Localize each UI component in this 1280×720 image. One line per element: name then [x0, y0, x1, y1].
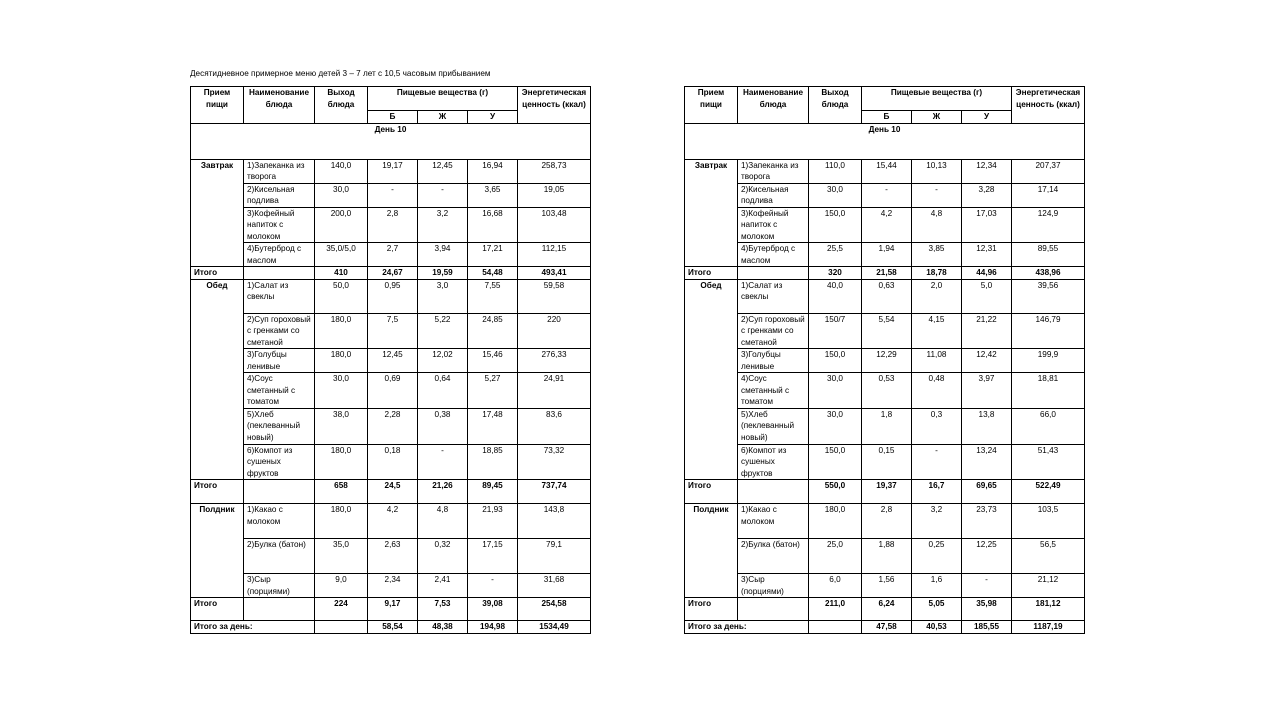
total-row: [685, 267, 1085, 280]
cell-value: 3,28: [962, 183, 1012, 207]
total-value: 6,24: [862, 598, 912, 621]
cell-value: 150/7: [809, 313, 862, 349]
cell-value: 140,0: [315, 159, 368, 183]
total-value: 211,0: [809, 598, 862, 621]
cell-value: 4,8: [418, 504, 468, 539]
table-row: [191, 539, 591, 574]
header-protein: Б: [862, 111, 912, 124]
total-row: [191, 598, 591, 621]
total-empty: [244, 480, 315, 504]
cell-value: 199,9: [1012, 349, 1085, 373]
cell-value: -: [418, 183, 468, 207]
total-value: 522,49: [1012, 480, 1085, 504]
cell-value: 25,0: [809, 539, 862, 574]
cell-value: 16,94: [468, 159, 518, 183]
total-value: 21,58: [862, 267, 912, 280]
total-value: 24,5: [368, 480, 418, 504]
dish-name: 6)Компот из сушеных фруктов: [738, 444, 809, 480]
total-empty: [738, 480, 809, 504]
total-value: 181,12: [1012, 598, 1085, 621]
total-value: 54,48: [468, 267, 518, 280]
total-value: 18,78: [912, 267, 962, 280]
day-total-label: Итого за день:: [191, 621, 315, 634]
cell-value: 17,03: [962, 207, 1012, 243]
total-value: 410: [315, 267, 368, 280]
cell-value: 4,8: [912, 207, 962, 243]
cell-value: 30,0: [315, 373, 368, 409]
dish-name: 1)Запеканка из творога: [738, 159, 809, 183]
table-row: [191, 207, 591, 243]
total-value: 69,65: [962, 480, 1012, 504]
header-fat: Ж: [912, 111, 962, 124]
cell-value: 258,73: [518, 159, 591, 183]
table-row: [685, 183, 1085, 207]
cell-value: 17,21: [468, 243, 518, 267]
dish-name: 3)Сыр (порциями): [244, 574, 315, 598]
cell-value: 12,29: [862, 349, 912, 373]
day-total-value: 185,55: [962, 621, 1012, 634]
total-value: 5,05: [912, 598, 962, 621]
cell-value: 2,34: [368, 574, 418, 598]
cell-value: 56,5: [1012, 539, 1085, 574]
cell-value: -: [418, 444, 468, 480]
total-value: 658: [315, 480, 368, 504]
table-row: [685, 504, 1085, 539]
cell-value: 0,3: [912, 408, 962, 444]
cell-value: 0,63: [862, 279, 912, 313]
header-output: Выход блюда: [809, 87, 862, 124]
table-row: [685, 408, 1085, 444]
cell-value: 3,97: [962, 373, 1012, 409]
dish-name: 4)Соус сметанный с томатом: [244, 373, 315, 409]
cell-value: 12,45: [418, 159, 468, 183]
cell-value: 2,8: [368, 207, 418, 243]
table-row: [685, 159, 1085, 183]
total-row: [191, 267, 591, 280]
day-total-value: 58,54: [368, 621, 418, 634]
cell-value: 19,05: [518, 183, 591, 207]
dish-name: 2)Суп гороховый с гренками со сметаной: [738, 313, 809, 349]
cell-value: 3,2: [912, 504, 962, 539]
cell-value: 112,15: [518, 243, 591, 267]
table-row: [685, 444, 1085, 480]
total-value: 16,7: [912, 480, 962, 504]
day-total-value: 1187,19: [1012, 621, 1085, 634]
header-meal: Прием пищи: [685, 87, 738, 124]
cell-value: 5,54: [862, 313, 912, 349]
day-total-row: [685, 621, 1085, 634]
dish-name: 6)Компот из сушеных фруктов: [244, 444, 315, 480]
cell-value: 5,0: [962, 279, 1012, 313]
total-value: 89,45: [468, 480, 518, 504]
cell-value: 12,42: [962, 349, 1012, 373]
cell-value: 13,8: [962, 408, 1012, 444]
cell-value: 0,53: [862, 373, 912, 409]
table-row: [685, 243, 1085, 267]
document-title: Десятидневное примерное меню детей 3 – 7 лет с 10,5 часовым прибыванием: [190, 69, 491, 78]
cell-value: 3,94: [418, 243, 468, 267]
cell-value: 2,8: [862, 504, 912, 539]
dish-name: 1)Салат из свеклы: [738, 279, 809, 313]
cell-value: 25,5: [809, 243, 862, 267]
cell-value: 180,0: [809, 504, 862, 539]
dish-name: 2)Булка (батон): [738, 539, 809, 574]
meal-label: Завтрак: [191, 159, 244, 267]
table-row: [191, 574, 591, 598]
cell-value: 89,55: [1012, 243, 1085, 267]
cell-value: 30,0: [315, 183, 368, 207]
cell-value: 18,81: [1012, 373, 1085, 409]
dish-name: 1)Салат из свеклы: [244, 279, 315, 313]
cell-value: 35,0: [315, 539, 368, 574]
cell-value: 180,0: [315, 313, 368, 349]
meal-label: Полдник: [191, 504, 244, 598]
cell-value: 12,45: [368, 349, 418, 373]
cell-value: 4,2: [862, 207, 912, 243]
table-row: [191, 279, 591, 313]
cell-value: 5,22: [418, 313, 468, 349]
cell-value: 150,0: [809, 207, 862, 243]
total-value: 35,98: [962, 598, 1012, 621]
dish-name: 1)Какао с молоком: [738, 504, 809, 539]
table-row: [191, 349, 591, 373]
cell-value: -: [912, 444, 962, 480]
table-row: [191, 504, 591, 539]
total-row: [685, 598, 1085, 621]
cell-value: 180,0: [315, 349, 368, 373]
cell-value: 15,46: [468, 349, 518, 373]
cell-value: 1,8: [862, 408, 912, 444]
header-carb: У: [468, 111, 518, 124]
header-dish: Наименование блюда: [244, 87, 315, 124]
table-row: [685, 539, 1085, 574]
cell-value: 24,85: [468, 313, 518, 349]
cell-value: 3,0: [418, 279, 468, 313]
cell-value: 124,9: [1012, 207, 1085, 243]
cell-value: 5,27: [468, 373, 518, 409]
cell-value: -: [368, 183, 418, 207]
total-empty: [738, 267, 809, 280]
cell-value: 79,1: [518, 539, 591, 574]
header-carb: У: [962, 111, 1012, 124]
table-row: [191, 444, 591, 480]
cell-value: 1,94: [862, 243, 912, 267]
day-label: День 10: [191, 123, 591, 159]
cell-value: 11,08: [912, 349, 962, 373]
total-value: 21,26: [418, 480, 468, 504]
total-row: [685, 480, 1085, 504]
total-value: 44,96: [962, 267, 1012, 280]
dish-name: 5)Хлеб (пеклеванный новый): [244, 408, 315, 444]
cell-value: 0,48: [912, 373, 962, 409]
cell-value: 143,8: [518, 504, 591, 539]
dish-name: 5)Хлеб (пеклеванный новый): [738, 408, 809, 444]
cell-value: 21,12: [1012, 574, 1085, 598]
cell-value: -: [862, 183, 912, 207]
meal-label: Обед: [685, 279, 738, 480]
cell-value: 3,85: [912, 243, 962, 267]
cell-value: 9,0: [315, 574, 368, 598]
cell-value: 31,68: [518, 574, 591, 598]
dish-name: 2)Булка (батон): [244, 539, 315, 574]
dish-name: 4)Бутерброд с маслом: [738, 243, 809, 267]
day-label: День 10: [685, 123, 1085, 159]
header-fat: Ж: [418, 111, 468, 124]
total-empty: [738, 598, 809, 621]
cell-value: 180,0: [315, 504, 368, 539]
cell-value: 12,02: [418, 349, 468, 373]
cell-value: 2,41: [418, 574, 468, 598]
cell-value: 180,0: [315, 444, 368, 480]
cell-value: 207,37: [1012, 159, 1085, 183]
cell-value: 17,48: [468, 408, 518, 444]
cell-value: -: [468, 574, 518, 598]
total-label: Итого: [191, 598, 244, 621]
day-total-value: [809, 621, 862, 634]
dish-name: 3)Голубцы ленивые: [244, 349, 315, 373]
total-empty: [244, 598, 315, 621]
cell-value: 40,0: [809, 279, 862, 313]
cell-value: 276,33: [518, 349, 591, 373]
total-value: 737,74: [518, 480, 591, 504]
total-label: Итого: [685, 480, 738, 504]
cell-value: 0,64: [418, 373, 468, 409]
cell-value: 18,85: [468, 444, 518, 480]
header-row: [685, 87, 1085, 111]
table-row: [685, 279, 1085, 313]
dish-name: 3)Голубцы ленивые: [738, 349, 809, 373]
dish-name: 4)Бутерброд с маслом: [244, 243, 315, 267]
cell-value: 103,48: [518, 207, 591, 243]
cell-value: 200,0: [315, 207, 368, 243]
header-output: Выход блюда: [315, 87, 368, 124]
cell-value: 12,31: [962, 243, 1012, 267]
day-row: [685, 123, 1085, 159]
table-row: [191, 373, 591, 409]
cell-value: 110,0: [809, 159, 862, 183]
cell-value: 2,0: [912, 279, 962, 313]
total-value: 7,53: [418, 598, 468, 621]
dish-name: 2)Кисельная подлива: [244, 183, 315, 207]
table-row: [191, 243, 591, 267]
header-dish: Наименование блюда: [738, 87, 809, 124]
cell-value: 0,95: [368, 279, 418, 313]
day-total-value: 48,38: [418, 621, 468, 634]
menu-table-left: [190, 86, 591, 634]
total-value: 254,58: [518, 598, 591, 621]
cell-value: 2,63: [368, 539, 418, 574]
dish-name: 4)Соус сметанный с томатом: [738, 373, 809, 409]
total-value: 438,96: [1012, 267, 1085, 280]
header-protein: Б: [368, 111, 418, 124]
dish-name: 2)Кисельная подлива: [738, 183, 809, 207]
cell-value: 0,69: [368, 373, 418, 409]
meal-label: Завтрак: [685, 159, 738, 267]
cell-value: 1,56: [862, 574, 912, 598]
cell-value: 10,13: [912, 159, 962, 183]
day-total-value: 1534,49: [518, 621, 591, 634]
total-value: 19,59: [418, 267, 468, 280]
cell-value: 0,18: [368, 444, 418, 480]
header-energy: Энергетическая ценность (ккал): [1012, 87, 1085, 124]
day-total-value: 40,53: [912, 621, 962, 634]
header-row: [191, 87, 591, 111]
cell-value: 35,0/5,0: [315, 243, 368, 267]
day-total-value: 194,98: [468, 621, 518, 634]
cell-value: 2,28: [368, 408, 418, 444]
cell-value: 2,7: [368, 243, 418, 267]
cell-value: 1,6: [912, 574, 962, 598]
day-total-row: [191, 621, 591, 634]
dish-name: 1)Запеканка из творога: [244, 159, 315, 183]
cell-value: 30,0: [809, 183, 862, 207]
cell-value: 38,0: [315, 408, 368, 444]
cell-value: 150,0: [809, 349, 862, 373]
cell-value: 0,32: [418, 539, 468, 574]
cell-value: 3,65: [468, 183, 518, 207]
cell-value: 21,93: [468, 504, 518, 539]
cell-value: 146,79: [1012, 313, 1085, 349]
dish-name: 3)Кофейный напиток с молоком: [244, 207, 315, 243]
cell-value: 3,2: [418, 207, 468, 243]
cell-value: 103,5: [1012, 504, 1085, 539]
cell-value: -: [912, 183, 962, 207]
table-row: [191, 159, 591, 183]
cell-value: 17,14: [1012, 183, 1085, 207]
cell-value: 0,38: [418, 408, 468, 444]
cell-value: 0,15: [862, 444, 912, 480]
total-label: Итого: [191, 480, 244, 504]
total-value: 224: [315, 598, 368, 621]
cell-value: 13,24: [962, 444, 1012, 480]
total-row: [191, 480, 591, 504]
cell-value: 21,22: [962, 313, 1012, 349]
header-energy: Энергетическая ценность (ккал): [518, 87, 591, 124]
header-nutrients: Пищевые вещества (г): [368, 87, 518, 111]
cell-value: 17,15: [468, 539, 518, 574]
cell-value: 24,91: [518, 373, 591, 409]
menu-table-right: [684, 86, 1085, 634]
cell-value: -: [962, 574, 1012, 598]
total-label: Итого: [191, 267, 244, 280]
meal-label: Полдник: [685, 504, 738, 598]
table-row: [191, 313, 591, 349]
cell-value: 16,68: [468, 207, 518, 243]
table-row: [191, 408, 591, 444]
cell-value: 4,15: [912, 313, 962, 349]
total-value: 9,17: [368, 598, 418, 621]
cell-value: 66,0: [1012, 408, 1085, 444]
table-row: [685, 313, 1085, 349]
dish-name: 3)Сыр (порциями): [738, 574, 809, 598]
day-row: [191, 123, 591, 159]
table-row: [685, 574, 1085, 598]
dish-name: 2)Суп гороховый с гренками со сметаной: [244, 313, 315, 349]
day-total-value: [315, 621, 368, 634]
total-label: Итого: [685, 267, 738, 280]
cell-value: 220: [518, 313, 591, 349]
cell-value: 23,73: [962, 504, 1012, 539]
meal-label: Обед: [191, 279, 244, 480]
table-row: [191, 183, 591, 207]
cell-value: 7,5: [368, 313, 418, 349]
table-row: [685, 207, 1085, 243]
table-row: [685, 373, 1085, 409]
cell-value: 0,25: [912, 539, 962, 574]
total-empty: [244, 267, 315, 280]
cell-value: 83,6: [518, 408, 591, 444]
cell-value: 7,55: [468, 279, 518, 313]
total-value: 24,67: [368, 267, 418, 280]
day-total-label: Итого за день:: [685, 621, 809, 634]
total-value: 320: [809, 267, 862, 280]
header-meal: Прием пищи: [191, 87, 244, 124]
cell-value: 51,43: [1012, 444, 1085, 480]
cell-value: 39,56: [1012, 279, 1085, 313]
total-value: 550,0: [809, 480, 862, 504]
table-row: [685, 349, 1085, 373]
total-label: Итого: [685, 598, 738, 621]
cell-value: 30,0: [809, 408, 862, 444]
cell-value: 73,32: [518, 444, 591, 480]
cell-value: 19,17: [368, 159, 418, 183]
total-value: 493,41: [518, 267, 591, 280]
cell-value: 4,2: [368, 504, 418, 539]
total-value: 39,08: [468, 598, 518, 621]
header-nutrients: Пищевые вещества (г): [862, 87, 1012, 111]
cell-value: 15,44: [862, 159, 912, 183]
cell-value: 150,0: [809, 444, 862, 480]
cell-value: 12,34: [962, 159, 1012, 183]
cell-value: 12,25: [962, 539, 1012, 574]
cell-value: 6,0: [809, 574, 862, 598]
cell-value: 50,0: [315, 279, 368, 313]
cell-value: 30,0: [809, 373, 862, 409]
day-total-value: 47,58: [862, 621, 912, 634]
cell-value: 1,88: [862, 539, 912, 574]
dish-name: 3)Кофейный напиток с молоком: [738, 207, 809, 243]
cell-value: 59,58: [518, 279, 591, 313]
total-value: 19,37: [862, 480, 912, 504]
dish-name: 1)Какао с молоком: [244, 504, 315, 539]
